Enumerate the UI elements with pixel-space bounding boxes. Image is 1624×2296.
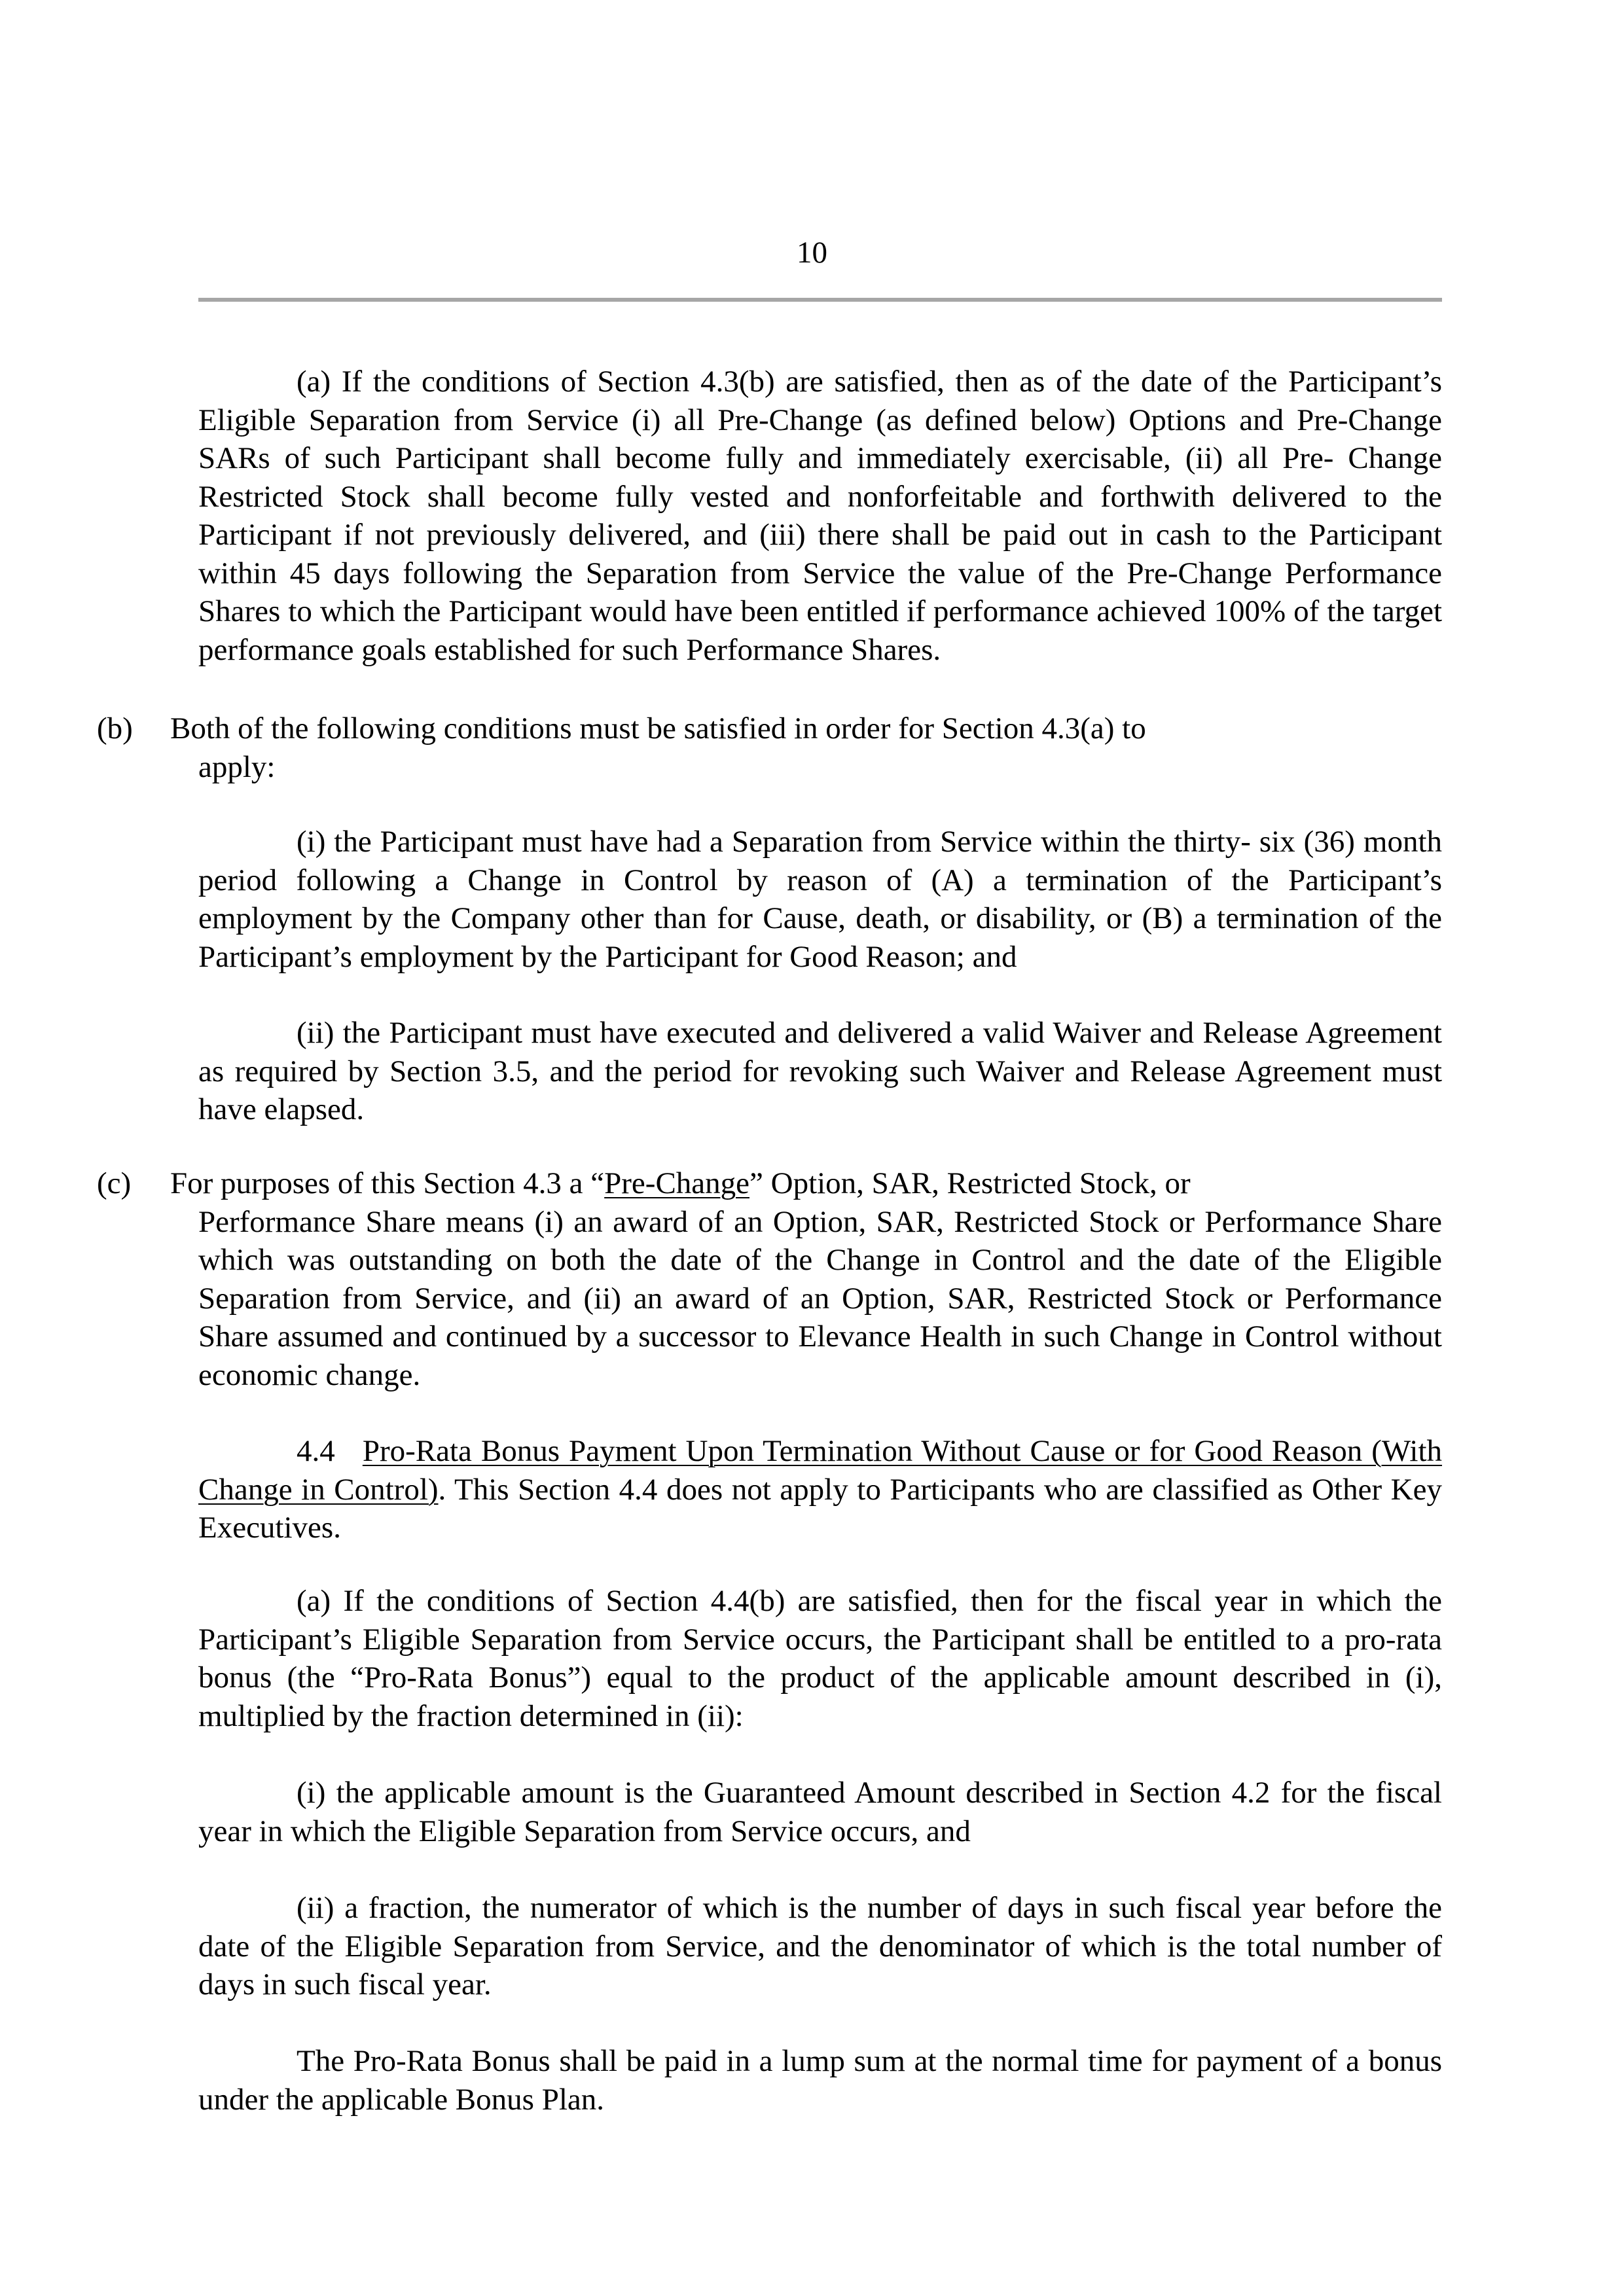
defined-term: Pre-Change <box>604 1166 750 1200</box>
paragraph-label: (b) <box>97 711 133 745</box>
section-4-4-heading <box>198 1432 1442 1547</box>
paragraph-payment: The Pro-Rata Bonus shall be paid in a lump sum at the normal time for payment of a bonus under the applicable Bonus Plan. <box>198 2044 1442 2117</box>
paragraph-4-3-b <box>97 709 1442 786</box>
paragraph-4-3-b-i: (i) the Participant must have had a Separation from Service within the thirty- six (36) month period following a Change in Control by reason of (A) a termination of the Participant’s employment by the Company other than for Cause, death, or disability, or (B) a termination of the Participant’s employment by the Participant for Good Reason; and <box>198 825 1442 974</box>
paragraph-4-4-a-ii: (ii) a fraction, the numerator of which is the number of days in such fiscal year before the date of the Eligible Separation from Service, and the denominator of which is the total number of days in such fiscal year. <box>198 1891 1442 2001</box>
paragraph-continuation: Performance Share means (i) an award of an Option, SAR, Restricted Stock or Performance Share which was outstanding on both the date of the Change in Control and the date of the Eligible Separation from Service, and (ii) an award of an Option, SAR, Restricted Stock or Performance Share assumed and continued by a successor to Elevance Health in such Change in Control without economic change. <box>198 1204 1442 1392</box>
paragraph-continuation: apply: <box>198 749 276 784</box>
paragraph-4-3-a: (a) If the conditions of Section 4.3(b) are satisfied, then as of the date of the Participant’s Eligible Separation from Service (i) all Pre-Change (as defined below) Options and Pre-Change SARs of such Participant shall become fully and immediately exercisable, (ii) all Pre- Change Restricted Stock shall become fully vested and nonforfeitable and forthwith delivered to the Participant if not previously delivered, and (iii) there shall be paid out in cash to the Participant within 45 days following the Separation from Service the value of the Pre-Change Performance Shares to which the Participant would have been entitled if performance achieved 100% of the target performance goals established for such Performance Shares. <box>198 365 1442 667</box>
page-number: 10 <box>797 236 827 270</box>
paragraph-4-4-a-i: (i) the applicable amount is the Guaranteed Amount described in Section 4.2 for the fiscal year in which the Eligible Separation from Service occurs, and <box>198 1776 1442 1848</box>
section-text: . This Section 4.4 does not apply to Participants who are classified as Other Key Executives. <box>198 1472 1442 1545</box>
paragraph-4-4-a: (a) If the conditions of Section 4.4(b) are satisfied, then for the fiscal year in which the Participant’s Eligible Separation from Service occurs, the Participant shall be entitled to a pro-rata bonus (the “Pro-Rata Bonus”) equal to the product of the applicable amount described in (i), multiplied by the fraction determined in (ii): <box>198 1584 1442 1733</box>
paragraph-line: Both of the following conditions must be satisfied in order for Section 4.3(a) to <box>170 711 1146 745</box>
section-number: 4.4 <box>297 1434 335 1468</box>
paragraph-line: For purposes of this Section 4.3 a “ <box>170 1166 605 1200</box>
paragraph-4-3-b-ii: (ii) the Participant must have executed and delivered a valid Waiver and Release Agreement as required by Section 3.5, and the period for revoking such Waiver and Release Agreement must have elapsed. <box>198 1016 1442 1126</box>
section-title: Pro-Rata Bonus Payment Upon Termination Without Cause or for Good Reason (With Change in Control) <box>198 1434 1443 1507</box>
header-rule <box>198 298 1442 302</box>
paragraph-4-3-c <box>97 1164 1442 1394</box>
paragraph-line: ” Option, SAR, Restricted Stock, or <box>749 1166 1191 1200</box>
paragraph-label: (c) <box>97 1166 132 1200</box>
